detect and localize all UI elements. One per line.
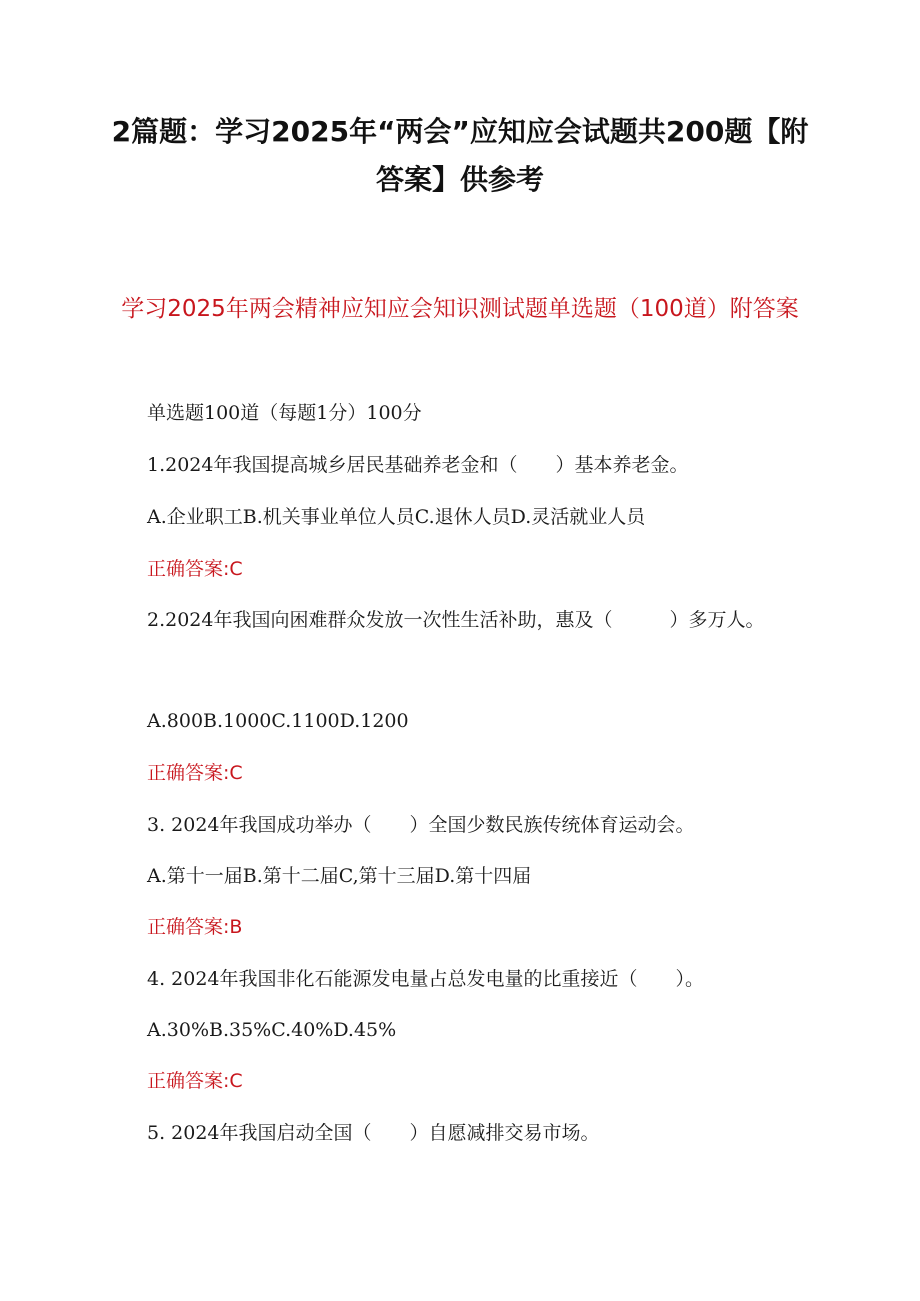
answer-text: 正确答案:C xyxy=(147,1070,243,1092)
question-options: A.企业职工B.机关事业单位人员C.退休人员D.灵活就业人员 xyxy=(147,506,646,528)
question-options: A.800B.1000C.1100D.1200 xyxy=(147,710,409,732)
question-text: 4. 2024年我国非化石能源发电量占总发电量的比重接近（ ）。 xyxy=(147,968,705,990)
answer-text: 正确答案:B xyxy=(147,916,243,938)
question-options: A.第十一届B.第十二届C,第十三届D.第十四届 xyxy=(147,865,532,887)
answer-text: 正确答案:C xyxy=(147,762,243,784)
question-text: 3. 2024年我国成功举办（ ）全国少数民族传统体育运动会。 xyxy=(147,814,695,836)
question-options: A.30%B.35%C.40%D.45% xyxy=(147,1019,397,1041)
answer-text: 正确答案:C xyxy=(147,558,243,580)
question-text: 1.2024年我国提高城乡居民基础养老金和（ ）基本养老金。 xyxy=(147,454,689,476)
section-title: 学习2025年两会精神应知应会知识测试题单选题（100道）附答案 xyxy=(121,296,799,322)
intro-text: 单选题100道（每题1分）100分 xyxy=(147,402,422,424)
document-title: 2篇题：学习2025年“两会”应知应会试题共200题【附答案】供参考 xyxy=(111,115,809,196)
question-text: 2.2024年我国向困难群众发放一次性生活补助，惠及（ ）多万人。 xyxy=(147,609,765,631)
question-text: 5. 2024年我国启动全国（ ）自愿减排交易市场。 xyxy=(147,1122,600,1144)
